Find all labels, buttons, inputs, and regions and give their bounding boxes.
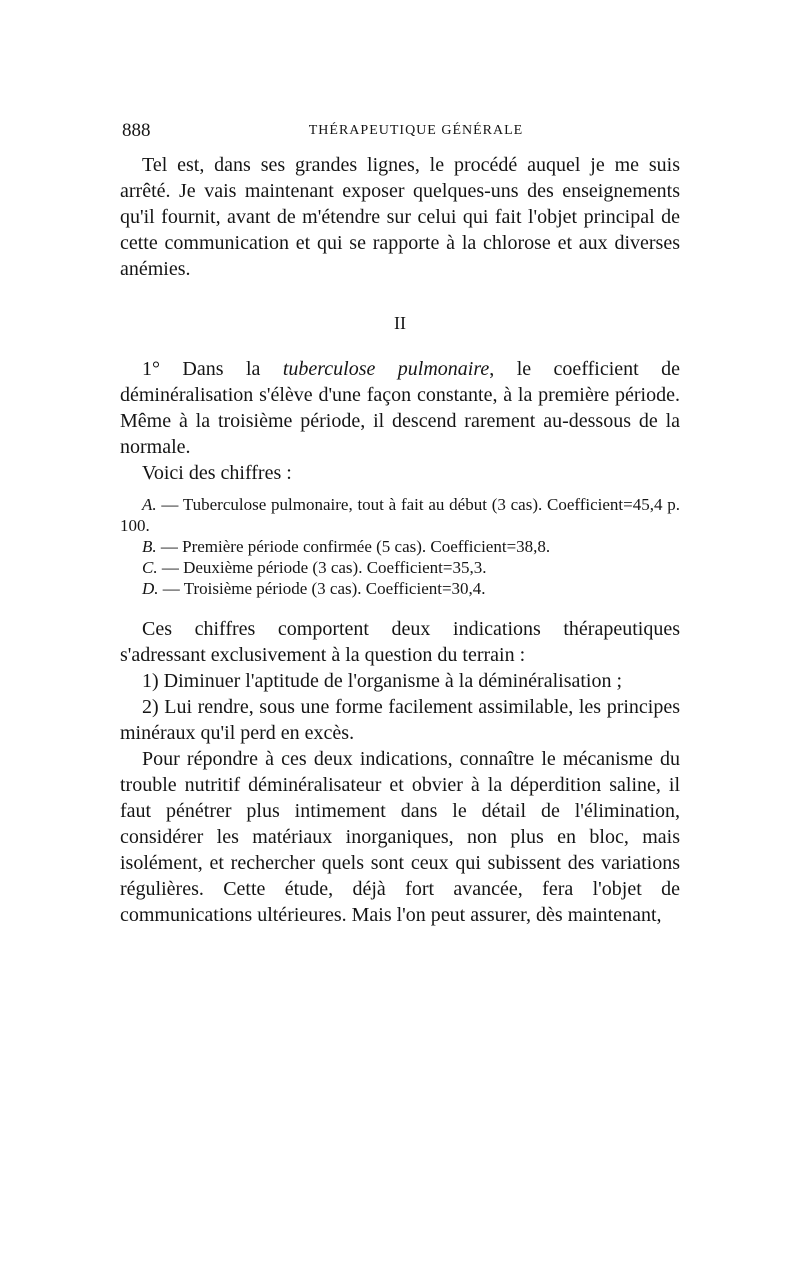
paragraph-tuberculosis [120, 356, 680, 460]
body-text [120, 152, 680, 928]
paragraph-mechanism: Pour répondre à ces deux indications, connaître le mécanisme du trouble nutritif déminéralisateur et obvier à la déperdition saline, il faut pénétrer plus intimement dans le détail de l'élimination, considérer les matériaux inorganiques, non plus en bloc, mais isolément, et rechercher quels sont ceux qui subissent des variations régulières. Cette étude, déjà fort avancée, fera l'objet de communications ultérieures. Mais l'on peut assurer, dès maintenant, [120, 748, 680, 926]
list-text: — Deuxième période (3 cas). Coefficient=35,3. [157, 558, 487, 577]
list-item [120, 494, 680, 536]
paragraph-tuberculosis-start: 1° Dans la [142, 358, 283, 380]
paragraph-tuberculosis-end: , le coefficient de déminéralisation s'élève d'une façon constante, à la première période. Même à la troisième période, il descend rarement au-dessous de la normale. [120, 358, 680, 458]
section-number: II [394, 313, 406, 333]
paragraph-indication-2: 2) Lui rendre, sous une forme facilement assimilable, les principes minéraux qu'il perd en excès. [120, 696, 680, 744]
list-letter: D. [142, 579, 159, 598]
list-text: — Troisième période (3 cas). Coefficient=30,4. [158, 579, 486, 598]
list-letter: C. [142, 558, 158, 577]
list-text: — Tuberculose pulmonaire, tout à fait au début (3 cas). Coefficient=45,4 p. 100. [120, 495, 680, 535]
list-item [120, 578, 680, 599]
list-item [120, 557, 680, 578]
running-title: THÉRAPEUTIQUE GÉNÉRALE [308, 123, 524, 138]
page-header [122, 120, 680, 144]
list-item [120, 536, 680, 557]
paragraph-figures-intro: Voici des chiffres : [142, 462, 292, 484]
paragraph-indications: Ces chiffres comportent deux indications thérapeutiques s'adressant exclusivement à la question du terrain : [120, 618, 680, 666]
paragraph-procedure: Tel est, dans ses grandes lignes, le procédé auquel je me suis arrêté. Je vais maintenant exposer quelques-uns des enseignements qu'il fournit, avant de m'étendre sur celui qui fait l'objet principal de cette communication et qui se rapporte à la chlorose et aux diverses anémies. [120, 154, 680, 280]
figures-list [120, 494, 680, 599]
list-letter: B. [142, 537, 157, 556]
list-letter: A. [142, 495, 157, 514]
page-number: 888 [122, 120, 151, 141]
paragraph-indication-1: 1) Diminuer l'aptitude de l'organisme à la déminéralisation ; [142, 670, 623, 692]
list-text: — Première période confirmée (5 cas). Coefficient=38,8. [156, 537, 551, 556]
tuberculosis-term: tuberculose pulmonaire [282, 358, 490, 380]
